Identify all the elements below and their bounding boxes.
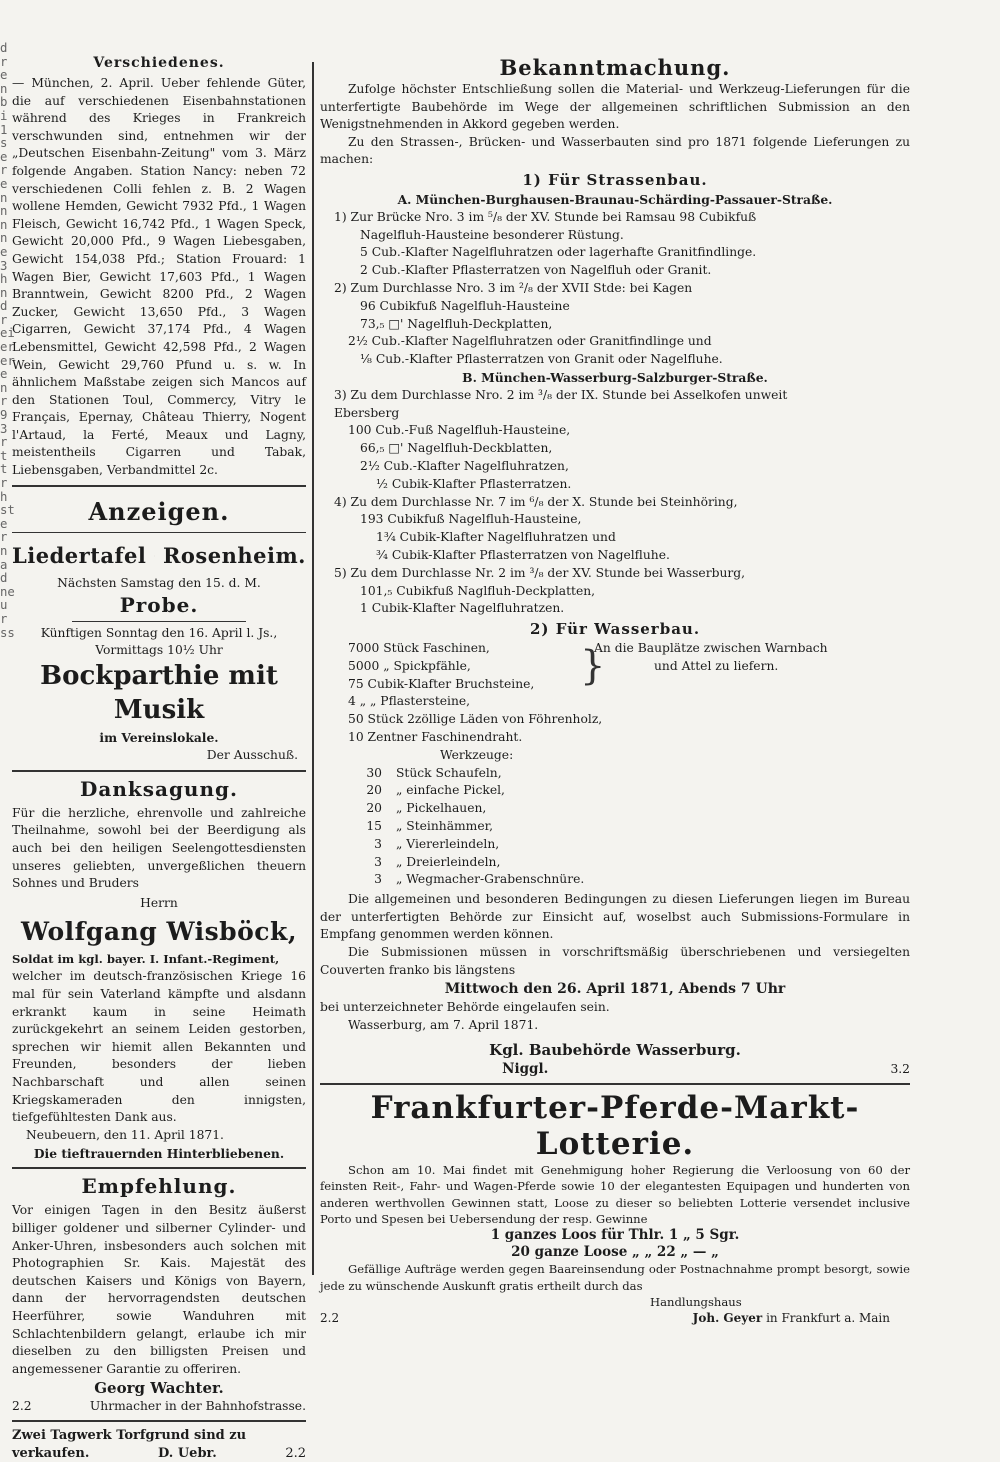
water-item: 50 Stück 2zöllige Läden von Föhrenholz, (320, 711, 910, 729)
water-item: 4 „ „ Pflastersteine, (320, 693, 580, 711)
margin-fragment: ss (0, 625, 9, 639)
road-b-line: 2½ Cub.-Klafter Nagelfluhratzen, (320, 458, 910, 476)
lottery-merchant-row (320, 1310, 910, 1327)
margin-fragment: 1 (0, 122, 9, 136)
water-item: 10 Zentner Faschinendraht. (320, 729, 910, 747)
conditions-text-3: bei unterzeichneter Behörde eingelaufen sein. (320, 999, 910, 1017)
anzeigen-heading: Anzeigen. (12, 497, 306, 526)
danksagung-text: Für die herzliche, ehrenvolle und zahlreiche Theilnahme, sowohl bei der Beerdigung als auch bei den heiligen Seelengottesdiensten unseres geliebten, unvergeßlichen theuern Sohnes und Bruders (12, 805, 306, 893)
divider (72, 621, 246, 622)
danksagung-text-2: welcher im deutsch-französischen Kriege 16 mal für sein Vaterland kämpfte und alsdann erkrankt kaum in seine Heimath zurückgekehrt an seinem Leiden gestorben, sprechen wir hiemit allen Bekannten und Freunden, besonders der lieben Nachbarschaft und allen seinen Kriegskameraden den innigsten, tiefgefühltesten Dank aus. (12, 968, 306, 1126)
tool-quantity: 15 (320, 818, 396, 836)
tool-quantity: 20 (320, 782, 396, 800)
tool-item (320, 836, 910, 854)
right-column (320, 55, 910, 1327)
margin-fragment: r (0, 162, 9, 176)
torfgrund-code: 2.2 (285, 1445, 306, 1462)
watchmaker-address: Uhrmacher in der Bahnhofstrasse. (90, 1398, 306, 1415)
road-b-line: ½ Cubik-Klafter Pflasterratzen. (320, 476, 910, 494)
bekanntmachung-intro: Zufolge höchster Entschließung sollen die Material- und Werkzeug-Lieferungen für die unterfertigte Baubehörde im Wege der allgemeinen schriftlichen Submission an den Wenigstnehmenden in Akkord gegeben werden. (320, 81, 910, 134)
divider (12, 1167, 306, 1169)
road-a-line: ⅛ Cub.-Klafter Pflasterratzen von Granit oder Nagelfluhe. (320, 351, 910, 369)
bekanntmachung-intro-2: Zu den Strassen-, Brücken- und Wasserbauten sind pro 1871 folgende Lieferungen zu machen: (320, 134, 910, 169)
lottery-price-2: 20 ganze Loose „ „ 22 „ — „ (320, 1244, 910, 1261)
margin-fragment: d (0, 570, 9, 584)
danksagung-herrn: Herrn (12, 895, 306, 913)
watchmaker-name: Georg Wachter. (12, 1378, 306, 1398)
road-b-title: B. München-Wasserburg-Salzburger-Straße. (320, 369, 910, 387)
sunday-line: Künftigen Sonntag den 16. April l. Js., (12, 625, 306, 643)
brace: } (580, 640, 594, 711)
margin-fragment: n (0, 285, 9, 299)
conditions-text: Die allgemeinen und besonderen Bedingungen zu diesen Lieferungen liegen im Bureau der unterfertigten Behörde zur Einsicht auf, woselbst auch Submissions-Formulare in Empfang genommen werden können. (320, 891, 910, 944)
tool-name: „ einfache Pickel, (396, 783, 505, 797)
road-b-line: 193 Cubikfuß Nagelfluh-Hausteine, (320, 511, 910, 529)
event-title: Bockparthie mit Musik (12, 659, 306, 727)
road-b-line: 101,₅ Cubikfuß Naglfluh-Deckplatten, (320, 583, 910, 601)
margin-fragment: er (0, 339, 9, 353)
danksagung-place-date: Neubeuern, den 11. April 1871. (12, 1127, 306, 1145)
margin-fragment: i (0, 108, 9, 122)
left-column (12, 55, 306, 1462)
margin-fragment: ne (0, 584, 9, 598)
lottery-heading: Frankfurter-Pferde-Markt-Lotterie. (320, 1090, 910, 1162)
divider (12, 532, 306, 533)
empfehlung-code: 2.2 (12, 1398, 32, 1415)
margin-fragment: h (0, 271, 9, 285)
margin-fragment: n (0, 230, 9, 244)
divider (320, 1083, 910, 1085)
bekanntmachung-place-date: Wasserburg, am 7. April 1871. (320, 1017, 910, 1035)
margin-fragment: 9 (0, 407, 9, 421)
liedertafel-name-left: Liedertafel (12, 543, 146, 568)
tool-item (320, 818, 910, 836)
tool-name: „ Steinhämmer, (396, 819, 493, 833)
deceased-name: Wolfgang Wisböck, (12, 915, 306, 949)
margin-fragment: u (0, 597, 9, 611)
signer-row (320, 1061, 910, 1078)
left-margin-fragments (0, 40, 9, 1300)
road-b-line: Ebersberg (320, 405, 910, 423)
divider (12, 485, 306, 487)
margin-fragment: e (0, 366, 9, 380)
section-wasserbau: 2) Für Wasserbau. (320, 618, 910, 640)
empfehlung-text: Vor einigen Tagen in den Besitz äußerst billiger goldener und silberner Cylinder- und Anker-Uhren, insbesonders auch solchen mit Photographien Sr. Kais. Majestät des deutschen Kaisers und Königs von Bayern, dann der hervorragendsten deutschen Heerführer, sowie Wanduhren mit Schlachtenbildern gelangt, erlaube ich mir dieselben zu den billigsten Preisen und angemessener Garantie zu offeriren. (12, 1202, 306, 1378)
margin-fragment: n (0, 543, 9, 557)
margin-fragment: d (0, 298, 9, 312)
empfehlung-heading: Empfehlung. (12, 1174, 306, 1198)
deceased-rank: Soldat im kgl. bayer. I. Infant.-Regiment, (12, 951, 306, 969)
section-strassenbau: 1) Für Strassenbau. (320, 169, 910, 191)
lottery-merchant-place: in Frankfurt a. Main (766, 1311, 890, 1325)
watchmaker-row (12, 1398, 306, 1415)
water-items-block (320, 640, 910, 711)
verschiedenes-heading: Verschiedenes. (12, 55, 306, 71)
margin-fragment: b (0, 94, 9, 108)
torfgrund-seller: D. Uebr. (158, 1445, 217, 1462)
margin-fragment: t (0, 461, 9, 475)
tool-quantity: 3 (320, 871, 396, 889)
margin-fragment: r (0, 54, 9, 68)
road-b-line: 100 Cub.-Fuß Nagelfluh-Hausteine, (320, 422, 910, 440)
tool-name: „ Dreierleindeln, (396, 855, 500, 869)
margin-fragment: r (0, 312, 9, 326)
margin-fragment: e (0, 149, 9, 163)
water-destination (594, 640, 828, 711)
tool-name: „ Wegmacher-Grabenschnüre. (396, 872, 584, 886)
lottery-merchant: Joh. Geyer (693, 1311, 763, 1325)
signer-name: Niggl. (502, 1061, 548, 1078)
lottery-house: Handlungshaus (320, 1294, 910, 1310)
tools-list (320, 765, 910, 890)
tool-name: „ Viererleindeln, (396, 837, 499, 851)
margin-fragment: n (0, 203, 9, 217)
road-a-line: Nagelfluh-Hausteine besonderer Rüstung. (320, 227, 910, 245)
lyre-emblem-icon (154, 539, 155, 573)
margin-fragment: st (0, 502, 9, 516)
tool-item (320, 782, 910, 800)
road-a-line: 5 Cub.-Klafter Nagelfluhratzen oder lagerhafte Granitfindlinge. (320, 244, 910, 262)
road-a-line: 73,₅ □' Nagelfluh-Deckplatten, (320, 316, 910, 334)
road-b-line: 1¾ Cubik-Klafter Nagelfluhratzen und (320, 529, 910, 547)
road-a-line: 2½ Cub.-Klafter Nagelfluhratzen oder Granitfindlinge und (320, 333, 910, 351)
tool-item (320, 871, 910, 889)
water-item: 7000 Stück Faschinen, (320, 640, 580, 658)
margin-fragment: e (0, 516, 9, 530)
road-b-line: ¾ Cubik-Klafter Pflasterratzen von Nagelfluhe. (320, 547, 910, 565)
torfgrund-line-1: Zwei Tagwerk Torfgrund sind zu (12, 1427, 306, 1445)
divider (12, 1420, 306, 1422)
margin-fragment: r (0, 475, 9, 489)
margin-fragment: t (0, 448, 9, 462)
margin-fragment: n (0, 81, 9, 95)
conditions-text-2: Die Submissionen müssen in vorschriftsmäßig überschriebenen und versiegelten Couverten franko bis längstens (320, 944, 910, 979)
margin-fragment: n (0, 190, 9, 204)
water-destination-line-2: und Attel zu liefern. (594, 658, 828, 676)
road-a-line: 2 Cub.-Klafter Pflasterratzen von Nagelfluh oder Granit. (320, 262, 910, 280)
torfgrund-row (12, 1445, 306, 1462)
tool-item (320, 854, 910, 872)
tool-quantity: 20 (320, 800, 396, 818)
lottery-code: 2.2 (320, 1310, 339, 1327)
margin-fragment: 3 (0, 421, 9, 435)
road-b-line: 3) Zu dem Durchlasse Nro. 2 im ³/₈ der IX. Stunde bei Asselkofen unweit (320, 387, 910, 405)
margin-fragment: e (0, 244, 9, 258)
margin-fragment: ei (0, 325, 9, 339)
lottery-price-1: 1 ganzes Loos für Thlr. 1 „ 5 Sgr. (320, 1227, 910, 1244)
lottery-ad (320, 1090, 910, 1327)
time-line: Vormittags 10½ Uhr (12, 643, 306, 657)
margin-fragment: r (0, 434, 9, 448)
authority-name: Kgl. Baubehörde Wasserburg. (320, 1039, 910, 1061)
event-signature: Der Ausschuß. (12, 747, 306, 765)
tool-item (320, 765, 910, 783)
bekanntmachung-code: 3.2 (890, 1061, 910, 1078)
margin-fragment: r (0, 529, 9, 543)
liedertafel-logo (12, 539, 306, 573)
danksagung-mourners: Die tieftrauernden Hinterbliebenen. (12, 1145, 306, 1163)
road-a-list (320, 209, 910, 369)
tool-quantity: 3 (320, 854, 396, 872)
road-b-line: 4) Zu dem Durchlasse Nr. 7 im ⁶/₈ der X. Stunde bei Steinhöring, (320, 494, 910, 512)
verschiedenes-text: — München, 2. April. Ueber fehlende Güter, die auf verschiedenen Eisenbahnstationen während des Krieges in Frankreich verschwunden sind, entnehmen wir der „Deutschen Eisenbahn-Zeitung" vom 3. März folgende Angaben. Station Nancy: neben 72 verschiedenen Colli fehlen z. B. 2 Wagen wollene Hemden, Gewicht 7932 Pfd., 1 Wagen Fleisch, Gewicht 16,742 Pfd., 1 Wagen Speck, Gewicht 20,000 Pfd., 9 Wagen Liebesgaben, Gewicht 154,038 Pfd.; Station Frouard: 1 Wagen Bier, Gewicht 17,603 Pfd., 1 Wagen Branntwein, Gewicht 8200 Pfd., 2 Wagen Zucker, Gewicht 13,650 Pfd., 3 Wagen Cigarren, Gewicht 37,174 Pfd., 4 Wagen Lebensmittel, Gewicht 42,598 Pfd., 2 Wagen Wein, Gewicht 29,760 Pfund u. s. w. In ähnlichem Maßstabe zeigen sich Mancos auf den Stationen Toul, Commercy, Vitry le Français, Epernay, Château Thierry, Nogent l'Artaud, la Ferté, Meaux und Lagny, meistentheils Cigarren und Tabak, Liebensgaben, Verbandmittel 2c. (12, 75, 306, 480)
road-b-line: 1 Cubik-Klafter Nagelfluhratzen. (320, 600, 910, 618)
liedertafel-name-right: Rosenheim. (163, 543, 306, 568)
margin-fragment: e (0, 176, 9, 190)
road-b-line: 66,₅ □' Nagelfluh-Deckblatten, (320, 440, 910, 458)
margin-fragment: er (0, 353, 9, 367)
road-a-title: A. München-Burghausen-Braunau-Schärding-Passauer-Straße. (320, 191, 910, 209)
water-items (320, 640, 580, 711)
tool-quantity: 30 (320, 765, 396, 783)
road-b-line: 5) Zu dem Durchlasse Nr. 2 im ³/₈ der XV. Stunde bei Wasserburg, (320, 565, 910, 583)
water-destination-line-1: An die Bauplätze zwischen Warnbach (594, 640, 828, 658)
margin-fragment: e (0, 67, 9, 81)
danksagung-heading: Danksagung. (12, 777, 306, 801)
margin-fragment: h (0, 489, 9, 503)
tool-name: „ Pickelhauen, (396, 801, 486, 815)
tool-quantity: 3 (320, 836, 396, 854)
bekanntmachung-heading: Bekanntmachung. (320, 55, 910, 81)
margin-fragment: n (0, 217, 9, 231)
road-a-line: 96 Cubikfuß Nagelfluh-Hausteine (320, 298, 910, 316)
lottery-text: Schon am 10. Mai findet mit Genehmigung hoher Regierung die Verloosung von 60 der feinsten Reit-, Fahr- und Wagen-Pferde sowie 10 der elegantesten Equipagen und hunderten von anderen werthvollen Gewinnen statt, Loose zu dieser so beliebten Lotterie versendet inclusive Porto und Spesen bei Uebersendung der resp. Gewinne (320, 1162, 910, 1228)
margin-fragment: d (0, 40, 9, 54)
road-b-list (320, 387, 910, 618)
deadline: Mittwoch den 26. April 1871, Abends 7 Uhr (320, 979, 910, 999)
event-venue: im Vereinslokale. (12, 729, 306, 747)
lottery-text-2: Gefällige Aufträge werden gegen Baareinsendung oder Postnachnahme prompt besorgt, sowie jede zu wünschende Auskunft gratis ertheilt durch das (320, 1261, 910, 1294)
probe-title: Probe. (12, 592, 306, 618)
margin-fragment: s (0, 135, 9, 149)
margin-fragment: n (0, 380, 9, 394)
margin-fragment: 3 (0, 258, 9, 272)
road-a-line: 2) Zum Durchlasse Nro. 3 im ²/₈ der XVII Stde: bei Kagen (320, 280, 910, 298)
torfgrund-line-2: verkaufen. (12, 1445, 89, 1462)
probe-date: Nächsten Samstag den 15. d. M. (12, 575, 306, 593)
water-more-list (320, 711, 910, 747)
margin-fragment: r (0, 393, 9, 407)
tool-item (320, 800, 910, 818)
water-item: 75 Cubik-Klafter Bruchsteine, (320, 676, 580, 694)
tool-name: Stück Schaufeln, (396, 766, 502, 780)
margin-fragment: r (0, 611, 9, 625)
water-item: 5000 „ Spickpfähle, (320, 658, 580, 676)
margin-fragment: a (0, 557, 9, 571)
divider (12, 770, 306, 772)
werkzeuge-label: Werkzeuge: (320, 747, 910, 765)
column-divider (312, 62, 314, 1275)
road-a-line: 1) Zur Brücke Nro. 3 im ⁵/₈ der XV. Stunde bei Ramsau 98 Cubikfuß (320, 209, 910, 227)
